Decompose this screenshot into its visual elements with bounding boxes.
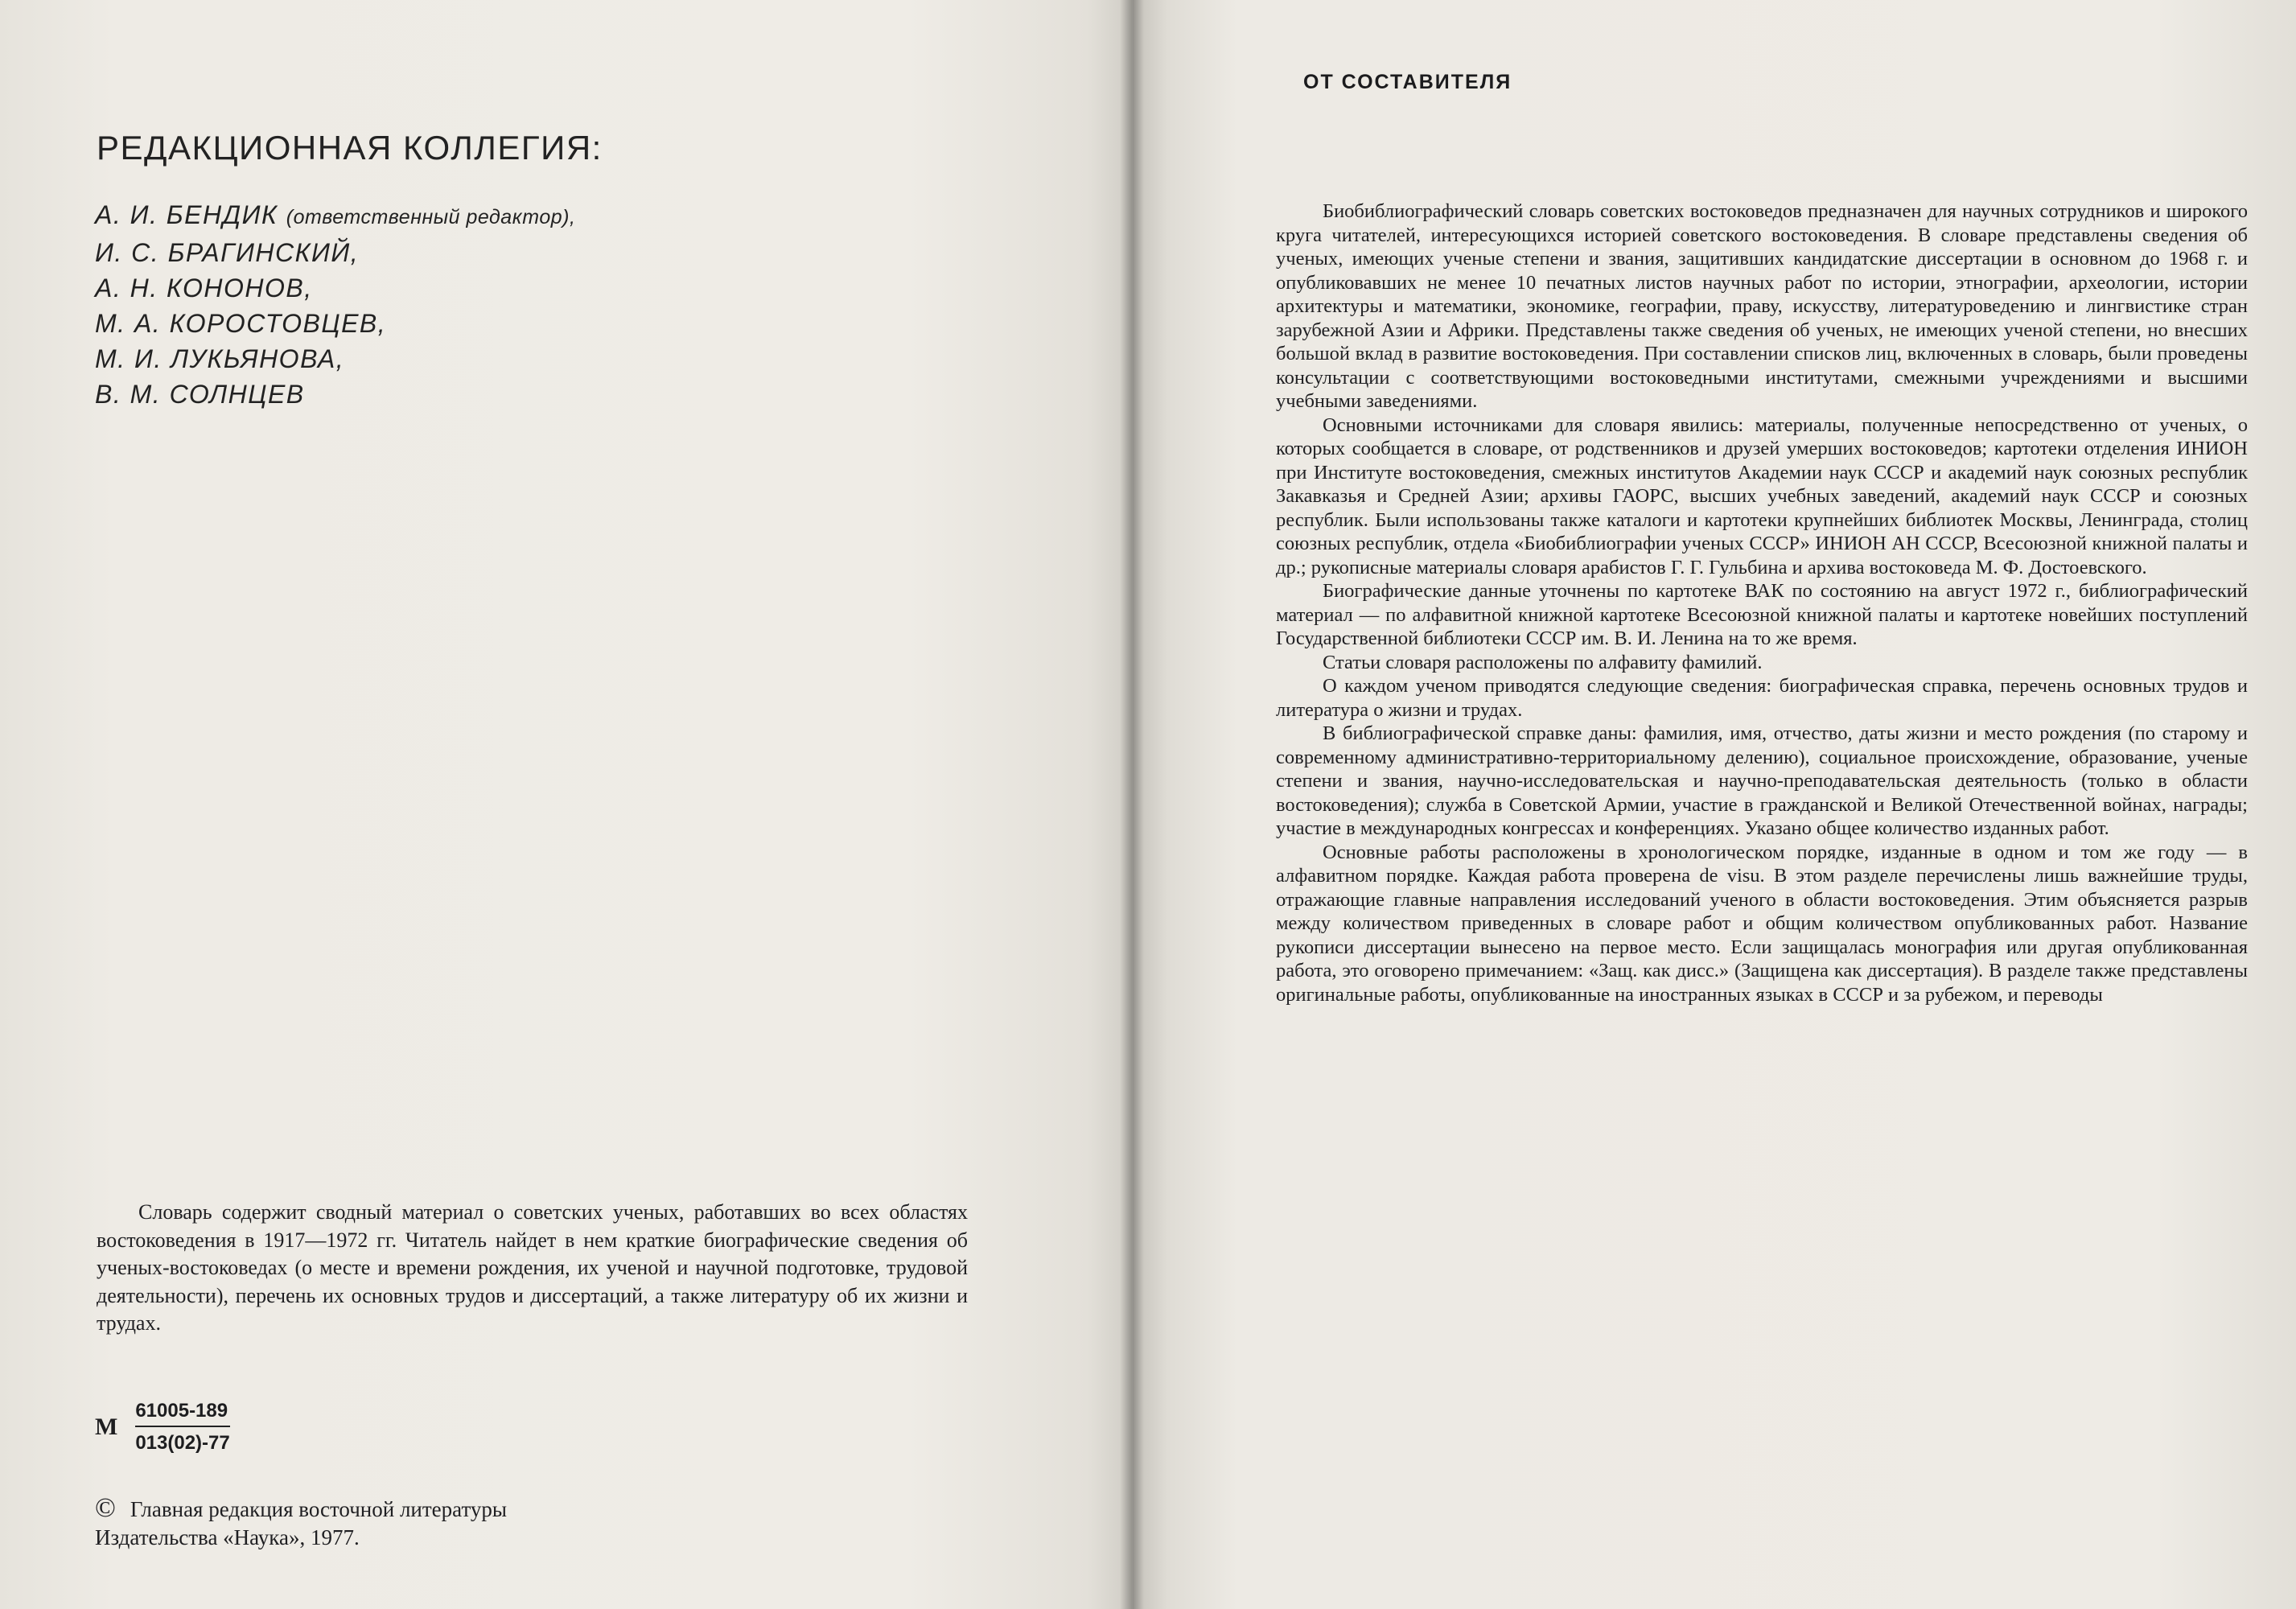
board-member [95, 235, 575, 270]
board-member-note: (ответственный редактор), [286, 206, 576, 228]
board-member [95, 270, 575, 306]
preface-paragraph: Основные работы расположены в хронологическом порядке, изданные в одном и том же году — в алфавитном порядке. Каждая работа проверена de visu. В этом разделе перечислены лишь важнейшие труды, отражающие главные направления исследований ученого в области востоковедения. Этим объясняется разрыв между количеством приведенных в словаре работ и общим количеством опубликованных работ. Название рукописи диссертации вынесено на первое место. Если защищалась монография или другая опубликованная работа, это оговорено примечанием: «Защ. как дисс.» (Защищена как диссертация). В разделе также представлены оригинальные работы, опубликованные на иностранных языках в СССР и за рубежом, и переводы [1276, 841, 2248, 1006]
right-page [1133, 0, 2296, 1609]
annotation-paragraph: Словарь содержит сводный материал о советских ученых, работавших во всех областях востоковедения в 1917—1972 гг. Читатель найдет в нем краткие биографические сведения об ученых-востоковедах (о месте и времени рождения, их ученой и научной подготовке, трудовой деятельности), перечень их основных трудов и диссертаций, а также литературу об их жизни и трудах. [97, 1200, 968, 1335]
editorial-board-heading: РЕДАКЦИОННАЯ КОЛЛЕГИЯ: [97, 129, 603, 167]
preface-paragraph: Биографические данные уточнены по картотеке ВАК по состоянию на август 1972 г., библиографический материал — по алфавитной книжной картотеке Всесоюзной книжной палаты и картотеке новейших поступлений Государственной библиотеки СССР им. В. И. Ленина на то же время. [1276, 580, 2248, 649]
copyright-notice [95, 1494, 507, 1552]
board-member-name: И. С. БРАГИНСКИЙ, [95, 238, 360, 267]
book-gutter [1120, 0, 1144, 1609]
board-member-name: М. А. КОРОСТОВЦЕВ, [95, 309, 387, 338]
board-member-name: А. И. БЕНДИК [95, 200, 278, 229]
board-member-name: А. Н. КОНОНОВ, [95, 274, 313, 302]
board-member [95, 197, 575, 235]
preface-paragraph: Статьи словаря расположены по алфавиту фамилий. [1323, 651, 1763, 673]
board-member [95, 341, 575, 377]
index-denominator: 013(02)-77 [135, 1432, 230, 1454]
index-letter: М [95, 1414, 118, 1440]
left-page [0, 0, 1133, 1609]
index-numerator: 61005-189 [135, 1400, 229, 1427]
copyright-line-2: Издательства «Наука», 1977. [95, 1525, 360, 1549]
copyright-icon: © [95, 1493, 116, 1523]
preface-paragraph: В библиографической справке даны: фамилия, имя, отчество, даты жизни и место рождения (по старому и современному административно-территориальному делению), социальное происхождение, образование, ученые степени и звания, научно-исследовательская и научно-преподавательская деятельность (только в области востоковедения); служба в Советской Армии, участие в гражданской и Великой Отечественной войнах, награды; участие в международных конгрессах и конференциях. Указано общее количество изданных работ. [1276, 722, 2248, 839]
preface-paragraph: О каждом ученом приводятся следующие сведения: биографическая справка, перечень основных трудов и литература о жизни и трудах. [1276, 675, 2248, 721]
copyright-line-1 [95, 1494, 507, 1524]
index-fraction [135, 1400, 229, 1455]
board-member [95, 377, 575, 412]
publisher-line: Главная редакция восточной литературы [130, 1497, 508, 1521]
editorial-board-list [95, 197, 575, 412]
board-member [95, 306, 575, 341]
board-member-name: В. М. СОЛНЦЕВ [95, 380, 305, 409]
preface-body [1276, 200, 2248, 1006]
preface-paragraph: Основными источниками для словаря явились: материалы, полученные непосредственно от ученых, о которых сообщается в словаре, от родственников и друзей умерших востоковедов; картотеки отделения ИНИОН при Институте востоковедения, смежных институтов Академии наук СССР и академий наук союзных республик Закавказья и Средней Азии; архивы ГАОРС, высших учебных заведений, академий наук СССР и союзных республик. Были использованы также каталоги и картотеки крупнейших библиотек Москвы, Ленинграда, столиц союзных республик, отдела «Биобиблиографии ученых СССР» ИНИОН АН СССР, Всесоюзной книжной палаты и др.; рукописные материалы словаря арабистов Г. Г. Гульбина и архива востоковеда М. Ф. Достоевского. [1276, 414, 2248, 578]
catalog-index [95, 1400, 230, 1455]
section-title: ОТ СОСТАВИТЕЛЯ [1303, 71, 1512, 93]
board-member-name: М. И. ЛУКЬЯНОВА, [95, 344, 345, 373]
preface-paragraph: Биобиблиографический словарь советских востоковедов предназначен для научных сотрудников и широкого круга читателей, интересующихся историей советского востоковедения. В словаре представлены сведения об ученых, имеющих ученые степени и звания, защитивших кандидатские диссертации в основном до 1968 г. и опубликовавших не менее 10 печатных листов научных работ по истории, этнографии, археологии, истории архитектуры и математики, экономике, географии, праву, искусству, литературоведению и лингвистике стран зарубежной Азии и Африки. Представлены также сведения об ученых, не имеющих ученой степени, но внесших большой вклад в развитие востоковедения. При составлении списков лиц, включенных в словарь, были проведены консультации с соответствующими востоковедными институтами, смежными учреждениями и высшими учебными заведениями. [1276, 200, 2248, 412]
